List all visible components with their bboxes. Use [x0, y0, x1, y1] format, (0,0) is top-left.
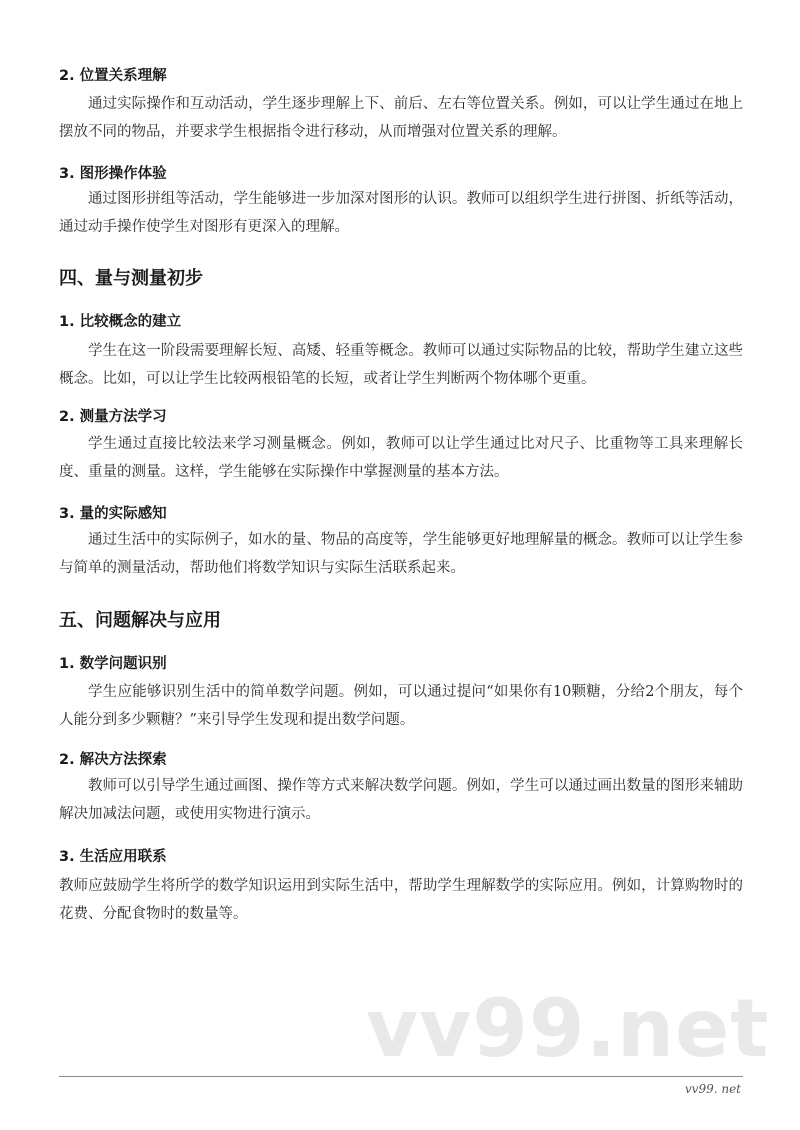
subheading-comparison-concepts: 1. 比较概念的建立 [59, 314, 182, 330]
subheading-position-relations: 2. 位置关系理解 [59, 68, 167, 84]
subheading-shape-operations: 3. 图形操作体验 [59, 166, 167, 182]
paragraph-position-relations: 通过实际操作和互动活动，学生逐步理解上下、前后、左右等位置关系。例如，可以让学生通过在地上摆放不同的物品，并要求学生根据指令进行移动，从而增强对位置关系的理解。 [59, 96, 743, 140]
paragraph-measurement-methods: 学生通过直接比较法来学习测量概念。例如，教师可以让学生通过比对尺子、比重物等工具来理解长度、重量的测量。这样，学生能够在实际操作中掌握测量的基本方法。 [59, 436, 743, 480]
subheading-problem-identification: 1. 数学问题识别 [59, 656, 167, 672]
paragraph-comparison-concepts: 学生在这一阶段需要理解长短、高矮、轻重等概念。教师可以通过实际物品的比较，帮助学生建立这些概念。比如，可以让学生比较两根铅笔的长短，或者让学生判断两个物体哪个更重。 [59, 343, 743, 387]
subheading-quantity-perception: 3. 量的实际感知 [59, 506, 167, 522]
footer-site-label: vv99. net [684, 1082, 741, 1096]
subheading-measurement-methods: 2. 测量方法学习 [59, 409, 167, 425]
watermark-text: vv99.net [366, 982, 770, 1075]
paragraph-life-application: 教师应鼓励学生将所学的数学知识运用到实际生活中，帮助学生理解数学的实际应用。例如，计算购物时的花费、分配食物时的数量等。 [59, 878, 743, 922]
subheading-solution-exploration: 2. 解决方法探索 [59, 752, 167, 768]
paragraph-shape-operations: 通过图形拼组等活动，学生能够进一步加深对图形的认识。教师可以组织学生进行拼图、折纸等活动，通过动手操作使学生对图形有更深入的理解。 [59, 191, 743, 235]
paragraph-quantity-perception: 通过生活中的实际例子，如水的量、物品的高度等，学生能够更好地理解量的概念。教师可以让学生参与简单的测量活动，帮助他们将数学知识与实际生活联系起来。 [59, 532, 743, 576]
paragraph-problem-identification: 学生应能够识别生活中的简单数学问题。例如，可以通过提问“如果你有10颗糖，分给2个朋友，每个人能分到多少颗糖？”来引导学生发现和提出数学问题。 [59, 684, 743, 728]
paragraph-solution-exploration: 教师可以引导学生通过画图、操作等方式来解决数学问题。例如，学生可以通过画出数量的图形来辅助解决加减法问题，或使用实物进行演示。 [59, 778, 743, 822]
section-heading-measurement: 四、量与测量初步 [59, 268, 203, 289]
section-heading-problem-solving: 五、问题解决与应用 [59, 610, 221, 631]
footer-divider [59, 1076, 743, 1077]
subheading-life-application: 3. 生活应用联系 [59, 849, 167, 865]
